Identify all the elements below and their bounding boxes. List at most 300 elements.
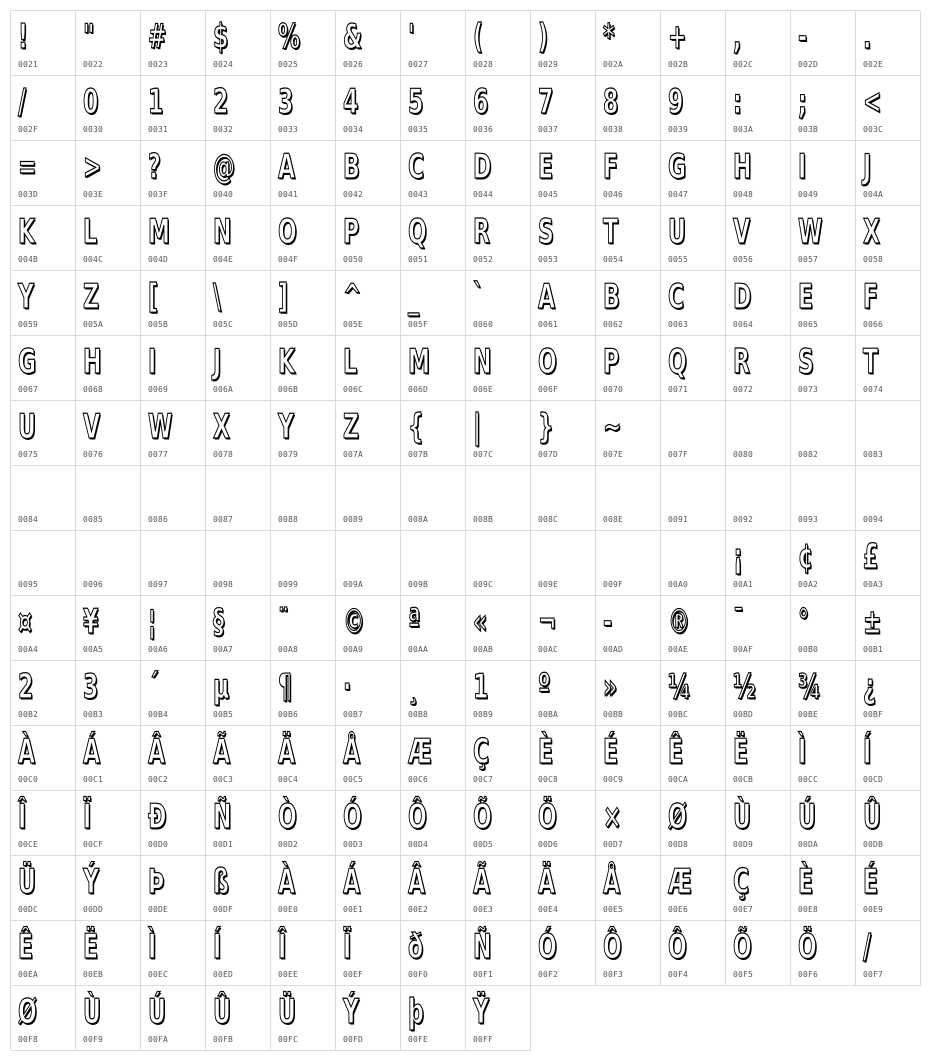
glyph-cell — [791, 401, 856, 466]
glyph-preview: Â — [148, 732, 166, 772]
glyph-preview: Ã — [473, 862, 491, 902]
glyph-preview: 1 — [148, 82, 164, 122]
glyph-code-label: 0087 — [213, 515, 234, 524]
glyph-code-label: 0057 — [798, 255, 819, 264]
glyph-preview: } — [538, 407, 554, 447]
glyph-code-label: 003B — [798, 125, 819, 134]
glyph-cell — [791, 141, 856, 206]
glyph-cell — [401, 661, 466, 726]
glyph-preview: Z — [343, 407, 359, 447]
glyph-code-label: 00E3 — [473, 905, 494, 914]
glyph-preview: Ä — [538, 862, 556, 902]
glyph-cell — [206, 76, 271, 141]
glyph-code-label: 0093 — [798, 515, 819, 524]
glyph-code-label: 002E — [863, 60, 884, 69]
glyph-cell — [791, 726, 856, 791]
glyph-code-label: 00AB — [473, 645, 494, 654]
glyph-cell — [141, 336, 206, 401]
glyph-code-label: 00A5 — [83, 645, 104, 654]
glyph-cell — [141, 986, 206, 1051]
glyph-preview: Ñ — [473, 927, 492, 967]
glyph-code-label: 0027 — [408, 60, 429, 69]
glyph-code-label: 006F — [538, 385, 559, 394]
glyph-code-label: 00CB — [733, 775, 754, 784]
glyph-code-label: 00E4 — [538, 905, 559, 914]
glyph-preview: Ä — [278, 732, 296, 772]
glyph-cell — [726, 141, 791, 206]
glyph-code-label: 0078 — [213, 450, 234, 459]
glyph-preview: Ú — [798, 797, 816, 837]
glyph-code-label: 00E1 — [343, 905, 364, 914]
glyph-cell — [11, 11, 76, 76]
glyph-cell — [206, 336, 271, 401]
glyph-code-label: 00EF — [343, 970, 364, 979]
glyph-cell — [466, 726, 531, 791]
glyph-cell — [141, 11, 206, 76]
glyph-cell — [856, 11, 921, 76]
glyph-preview: » — [603, 667, 618, 707]
glyph-code-label: 00B8 — [408, 710, 429, 719]
glyph-code-label: 00B0 — [798, 645, 819, 654]
glyph-cell — [531, 791, 596, 856]
glyph-cell — [726, 76, 791, 141]
glyph-preview: Ó — [538, 927, 557, 967]
glyph-cell — [336, 336, 401, 401]
glyph-cell — [336, 466, 401, 531]
glyph-code-label: 004E — [213, 255, 234, 264]
glyph-cell — [726, 661, 791, 726]
glyph-cell — [661, 271, 726, 336]
glyph-preview: O — [278, 212, 297, 252]
glyph-code-label: 0054 — [603, 255, 624, 264]
glyph-preview: Õ — [733, 927, 752, 967]
glyph-code-label: 009C — [473, 580, 494, 589]
glyph-code-label: 00B1 — [863, 645, 884, 654]
glyph-preview: @ — [213, 147, 236, 187]
glyph-preview: A — [278, 147, 296, 187]
glyph-cell — [531, 921, 596, 986]
glyph-preview: & — [343, 17, 363, 57]
glyph-preview: È — [798, 862, 814, 902]
glyph-cell — [596, 466, 661, 531]
glyph-code-label: 0080 — [733, 450, 754, 459]
glyph-code-label: 00ED — [213, 970, 234, 979]
glyph-cell — [661, 791, 726, 856]
glyph-code-label: 00CD — [863, 775, 884, 784]
glyph-preview: Ë — [733, 732, 749, 772]
glyph-code-label: 007C — [473, 450, 494, 459]
glyph-cell — [76, 141, 141, 206]
glyph-preview: P — [603, 342, 620, 382]
glyph-cell — [661, 336, 726, 401]
glyph-preview: × — [603, 797, 622, 837]
glyph-code-label: 0026 — [343, 60, 364, 69]
glyph-code-label: 0049 — [798, 190, 819, 199]
glyph-code-label: 00AD — [603, 645, 624, 654]
glyph-code-label: 00A6 — [148, 645, 169, 654]
glyph-code-label: 00C2 — [148, 775, 169, 784]
glyph-code-label: 0091 — [668, 515, 689, 524]
glyph-code-label: 003C — [863, 125, 884, 134]
glyph-code-label: 00DA — [798, 840, 819, 849]
glyph-code-label: 00F3 — [603, 970, 624, 979]
glyph-cell — [206, 206, 271, 271]
glyph-cell — [76, 466, 141, 531]
glyph-cell — [856, 661, 921, 726]
glyph-cell — [336, 206, 401, 271]
glyph-cell — [141, 271, 206, 336]
glyph-cell — [401, 11, 466, 76]
glyph-cell — [466, 11, 531, 76]
glyph-preview: 2 — [213, 82, 229, 122]
glyph-code-label: 00DB — [863, 840, 884, 849]
glyph-preview: ¤ — [18, 602, 33, 642]
glyph-cell — [11, 726, 76, 791]
glyph-preview: Â — [408, 862, 426, 902]
glyph-cell — [531, 11, 596, 76]
glyph-grid — [10, 10, 920, 1050]
glyph-preview: · — [343, 667, 352, 707]
glyph-cell — [206, 726, 271, 791]
glyph-cell — [141, 726, 206, 791]
glyph-cell — [791, 596, 856, 661]
glyph-cell — [11, 401, 76, 466]
glyph-preview: Í — [863, 732, 872, 772]
glyph-code-label: 0089 — [343, 515, 364, 524]
glyph-cell — [531, 141, 596, 206]
glyph-code-label: 0062 — [603, 320, 624, 329]
glyph-cell — [271, 791, 336, 856]
glyph-preview: À — [278, 862, 296, 902]
glyph-code-label: 0066 — [863, 320, 884, 329]
glyph-preview: P — [343, 212, 360, 252]
glyph-code-label: 00EA — [18, 970, 39, 979]
glyph-cell — [661, 921, 726, 986]
glyph-preview: Ò — [278, 797, 297, 837]
glyph-cell — [596, 921, 661, 986]
glyph-preview: ± — [863, 602, 882, 642]
glyph-cell — [336, 986, 401, 1051]
glyph-code-label: 0045 — [538, 190, 559, 199]
glyph-preview: ' — [408, 17, 415, 57]
glyph-preview: ¡ — [733, 537, 744, 577]
glyph-code-label: 00BD — [733, 710, 754, 719]
glyph-preview: ] — [278, 277, 289, 317]
glyph-preview: J — [863, 147, 872, 187]
glyph-cell — [141, 856, 206, 921]
glyph-cell — [856, 531, 921, 596]
glyph-code-label: 0068 — [83, 385, 104, 394]
glyph-cell — [271, 466, 336, 531]
glyph-code-label: 0061 — [538, 320, 559, 329]
glyph-cell — [401, 726, 466, 791]
glyph-preview: E — [538, 147, 554, 187]
glyph-preview: A — [538, 277, 556, 317]
glyph-code-label: 00E0 — [278, 905, 299, 914]
glyph-cell — [76, 11, 141, 76]
glyph-cell — [531, 206, 596, 271]
glyph-cell — [401, 141, 466, 206]
glyph-preview: ° — [798, 602, 810, 642]
glyph-code-label: 00FC — [278, 1035, 299, 1044]
glyph-preview: | — [473, 407, 482, 447]
glyph-code-label: 00C0 — [18, 775, 39, 784]
glyph-preview: . — [863, 17, 872, 57]
glyph-cell — [76, 856, 141, 921]
glyph-code-label: 007A — [343, 450, 364, 459]
glyph-preview: / — [863, 927, 872, 967]
glyph-code-label: 006E — [473, 385, 494, 394]
glyph-cell — [661, 11, 726, 76]
glyph-code-label: 0071 — [668, 385, 689, 394]
glyph-preview: ) — [538, 17, 549, 57]
glyph-cell — [726, 206, 791, 271]
glyph-cell — [661, 726, 726, 791]
glyph-preview: V — [83, 407, 101, 447]
glyph-preview: U — [18, 407, 36, 447]
glyph-code-label: 0035 — [408, 125, 429, 134]
glyph-preview: Ü — [18, 862, 36, 902]
glyph-cell — [596, 141, 661, 206]
glyph-cell — [11, 596, 76, 661]
glyph-preview: H — [83, 342, 102, 382]
glyph-cell — [856, 466, 921, 531]
glyph-cell — [531, 531, 596, 596]
glyph-preview: R — [733, 342, 750, 382]
glyph-cell — [141, 141, 206, 206]
glyph-cell — [401, 596, 466, 661]
glyph-preview: Ü — [278, 992, 296, 1032]
glyph-cell — [401, 791, 466, 856]
glyph-cell — [661, 401, 726, 466]
glyph-code-label: 00E2 — [408, 905, 429, 914]
glyph-preview: V — [733, 212, 751, 252]
glyph-cell — [531, 401, 596, 466]
glyph-cell — [466, 76, 531, 141]
glyph-code-label: 00B3 — [83, 710, 104, 719]
glyph-cell — [271, 336, 336, 401]
glyph-preview: { — [408, 407, 424, 447]
glyph-cell — [11, 336, 76, 401]
glyph-cell — [726, 336, 791, 401]
glyph-code-label: 00B5 — [213, 710, 234, 719]
glyph-cell — [141, 661, 206, 726]
glyph-code-label: 0040 — [213, 190, 234, 199]
glyph-preview: ~ — [603, 407, 622, 447]
glyph-cell — [76, 791, 141, 856]
glyph-cell — [11, 141, 76, 206]
glyph-cell — [661, 661, 726, 726]
glyph-code-label: 00D1 — [213, 840, 234, 849]
glyph-cell — [726, 401, 791, 466]
glyph-preview: Ë — [83, 927, 99, 967]
glyph-code-label: 00F7 — [863, 970, 884, 979]
glyph-code-label: 00E6 — [668, 905, 689, 914]
glyph-code-label: 0036 — [473, 125, 494, 134]
glyph-cell — [791, 206, 856, 271]
glyph-preview: ¥ — [83, 602, 99, 642]
glyph-preview: F — [863, 277, 879, 317]
glyph-preview: 7 — [538, 82, 554, 122]
glyph-preview: ¬ — [538, 602, 557, 642]
glyph-preview: W — [798, 212, 823, 252]
glyph-preview: ¿ — [863, 667, 876, 707]
glyph-cell — [596, 531, 661, 596]
glyph-cell — [271, 531, 336, 596]
glyph-code-label: 0099 — [278, 580, 299, 589]
glyph-code-label: 0067 — [18, 385, 39, 394]
glyph-code-label: 00E5 — [603, 905, 624, 914]
glyph-preview: Q — [668, 342, 687, 382]
glyph-code-label: 0024 — [213, 60, 234, 69]
glyph-preview: É — [603, 732, 619, 772]
glyph-code-label: 00DE — [148, 905, 169, 914]
glyph-preview: É — [863, 862, 879, 902]
glyph-cell — [856, 726, 921, 791]
glyph-preview: : — [733, 82, 742, 122]
glyph-code-label: 00AA — [408, 645, 429, 654]
glyph-cell — [401, 856, 466, 921]
glyph-cell — [11, 76, 76, 141]
glyph-code-label: 00B7 — [343, 710, 364, 719]
glyph-cell — [141, 466, 206, 531]
glyph-cell — [466, 466, 531, 531]
glyph-code-label: 0022 — [83, 60, 104, 69]
glyph-cell — [856, 141, 921, 206]
glyph-preview: Î — [18, 797, 27, 837]
glyph-preview: Q — [408, 212, 427, 252]
glyph-code-label: 00AE — [668, 645, 689, 654]
glyph-code-label: 0065 — [798, 320, 819, 329]
glyph-code-label: 0050 — [343, 255, 364, 264]
glyph-cell — [206, 141, 271, 206]
glyph-cell — [271, 141, 336, 206]
glyph-cell — [271, 726, 336, 791]
glyph-preview: ð — [408, 927, 424, 967]
glyph-cell — [466, 141, 531, 206]
glyph-cell — [76, 596, 141, 661]
glyph-code-label: 00FB — [213, 1035, 234, 1044]
glyph-code-label: 00D3 — [343, 840, 364, 849]
glyph-cell — [726, 921, 791, 986]
glyph-cell — [206, 531, 271, 596]
glyph-preview: ¢ — [798, 537, 814, 577]
glyph-preview: Ù — [733, 797, 751, 837]
glyph-preview: \ — [213, 277, 222, 317]
glyph-code-label: 00C7 — [473, 775, 494, 784]
glyph-preview: , — [733, 17, 742, 57]
glyph-preview: Ê — [18, 927, 34, 967]
glyph-preview: ª — [408, 602, 421, 642]
glyph-preview: 6 — [473, 82, 489, 122]
glyph-preview: Æ — [668, 862, 692, 902]
glyph-code-label: 002D — [798, 60, 819, 69]
glyph-code-label: 0030 — [83, 125, 104, 134]
glyph-code-label: 00CE — [18, 840, 39, 849]
glyph-preview: N — [213, 212, 232, 252]
glyph-cell — [531, 76, 596, 141]
glyph-preview: $ — [213, 17, 229, 57]
glyph-preview: B — [343, 147, 360, 187]
glyph-code-label: 0042 — [343, 190, 364, 199]
glyph-cell — [596, 271, 661, 336]
glyph-code-label: 005A — [83, 320, 104, 329]
glyph-preview: £ — [863, 537, 879, 577]
glyph-preview: J — [213, 342, 222, 382]
glyph-preview: 1 — [473, 667, 489, 707]
glyph-code-label: 00FA — [148, 1035, 169, 1044]
glyph-cell — [271, 856, 336, 921]
glyph-cell — [596, 11, 661, 76]
glyph-code-label: 0098 — [213, 580, 234, 589]
glyph-code-label: 00A1 — [733, 580, 754, 589]
glyph-code-label: 0077 — [148, 450, 169, 459]
glyph-code-label: 00D8 — [668, 840, 689, 849]
glyph-code-label: 004B — [18, 255, 39, 264]
glyph-cell — [271, 401, 336, 466]
glyph-preview: Ç — [733, 862, 750, 902]
glyph-cell — [76, 986, 141, 1051]
glyph-preview: Ý — [83, 862, 99, 902]
glyph-code-label: 004F — [278, 255, 299, 264]
glyph-cell — [856, 791, 921, 856]
glyph-cell — [76, 921, 141, 986]
glyph-code-label: 0073 — [798, 385, 819, 394]
glyph-code-label: 009B — [408, 580, 429, 589]
glyph-cell — [11, 531, 76, 596]
glyph-code-label: 00A4 — [18, 645, 39, 654]
glyph-code-label: 006B — [278, 385, 299, 394]
glyph-code-label: 0088 — [278, 515, 299, 524]
glyph-preview: À — [18, 732, 36, 772]
glyph-cell — [401, 921, 466, 986]
glyph-code-label: 0046 — [603, 190, 624, 199]
glyph-preview: Y — [278, 407, 294, 447]
glyph-cell — [856, 271, 921, 336]
glyph-cell — [11, 791, 76, 856]
glyph-preview: E — [798, 277, 814, 317]
glyph-code-label: 0038 — [603, 125, 624, 134]
glyph-cell — [141, 401, 206, 466]
glyph-code-label: 0021 — [18, 60, 39, 69]
glyph-cell — [206, 11, 271, 76]
glyph-cell — [856, 336, 921, 401]
glyph-preview: µ — [213, 667, 230, 707]
glyph-code-label: 00E9 — [863, 905, 884, 914]
glyph-code-label: 0025 — [278, 60, 299, 69]
glyph-code-label: 00BF — [863, 710, 884, 719]
glyph-cell — [336, 401, 401, 466]
glyph-preview: O — [538, 342, 557, 382]
glyph-code-label: 00DC — [18, 905, 39, 914]
glyph-code-label: 00A3 — [863, 580, 884, 589]
glyph-code-label: 00D5 — [473, 840, 494, 849]
glyph-cell — [11, 921, 76, 986]
glyph-preview: K — [278, 342, 296, 382]
glyph-preview: % — [278, 17, 301, 57]
glyph-cell — [76, 76, 141, 141]
glyph-code-label: 00EE — [278, 970, 299, 979]
glyph-preview: Ú — [148, 992, 166, 1032]
glyph-code-label: 0033 — [278, 125, 299, 134]
glyph-code-label: 00BE — [798, 710, 819, 719]
glyph-cell — [336, 661, 401, 726]
glyph-preview: Þ — [148, 862, 165, 902]
glyph-cell — [856, 76, 921, 141]
glyph-code-label: 00F2 — [538, 970, 559, 979]
glyph-preview: Ã — [213, 732, 231, 772]
glyph-code-label: 00F9 — [83, 1035, 104, 1044]
